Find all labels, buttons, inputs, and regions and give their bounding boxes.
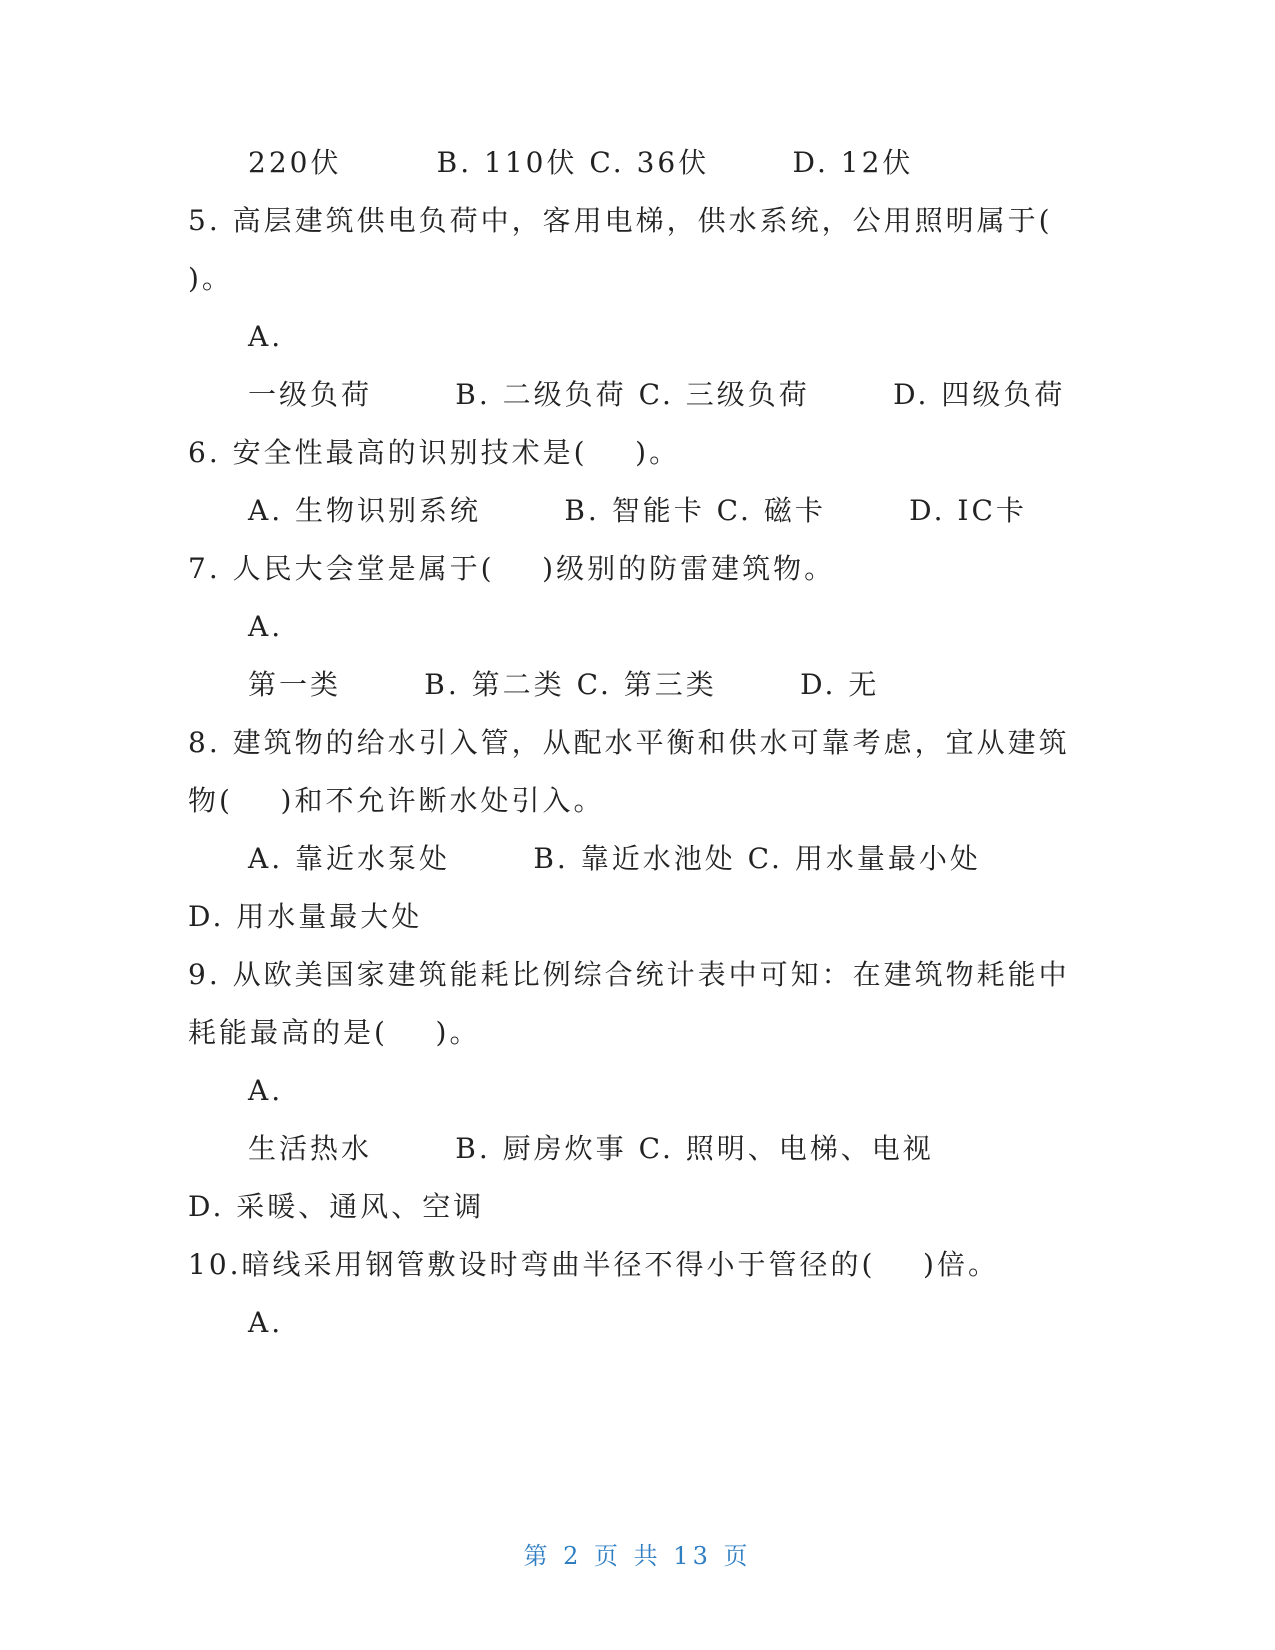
q6-question-line: 6. 安全性最高的识别技术是( )。 (188, 436, 681, 469)
q8-question-line-2: 物( )和不允许断水处引入。 (188, 784, 605, 817)
q4-options-line: 220伏 B. 110伏 C. 36伏 D. 12伏 (248, 146, 914, 179)
q7-option-a-label: A. (248, 610, 284, 643)
q9-question-line-1: 9. 从欧美国家建筑能耗比例综合统计表中可知：在建筑物耗能中 (188, 958, 1070, 991)
q5-option-a-label: A. (248, 320, 284, 353)
q9-question-line-2: 耗能最高的是( )。 (188, 1016, 481, 1049)
q7-question-line: 7. 人民大会堂是属于( )级别的防雷建筑物。 (188, 552, 836, 585)
q8-options-line: A. 靠近水泵处 B. 靠近水池处 C. 用水量最小处 (248, 842, 981, 875)
q8-option-d-line: D. 用水量最大处 (188, 900, 423, 933)
q5-options-line: 一级负荷 B. 二级负荷 C. 三级负荷 D. 四级负荷 (248, 378, 1066, 411)
q10-option-a-label: A. (248, 1306, 284, 1339)
q7-options-line: 第一类 B. 第二类 C. 第三类 D. 无 (248, 668, 880, 701)
q9-option-a-label: A. (248, 1074, 284, 1107)
q10-question-line: 10.暗线采用钢管敷设时弯曲半径不得小于管径的( )倍。 (188, 1248, 999, 1281)
q9-options-line: 生活热水 B. 厨房炊事 C. 照明、电梯、电视 (248, 1132, 934, 1165)
q8-question-line-1: 8. 建筑物的给水引入管，从配水平衡和供水可靠考虑，宜从建筑 (188, 726, 1070, 759)
q9-option-d-line: D. 采暖、通风、空调 (188, 1190, 485, 1223)
page-number-footer: 第 2 页 共 13 页 (523, 1542, 752, 1570)
q5-question-line-1: 5. 高层建筑供电负荷中，客用电梯，供水系统，公用照明属于( (188, 204, 1053, 237)
q6-options-line: A. 生物识别系统 B. 智能卡 C. 磁卡 D. IC卡 (248, 494, 1027, 527)
q5-question-line-2: )。 (188, 262, 233, 295)
